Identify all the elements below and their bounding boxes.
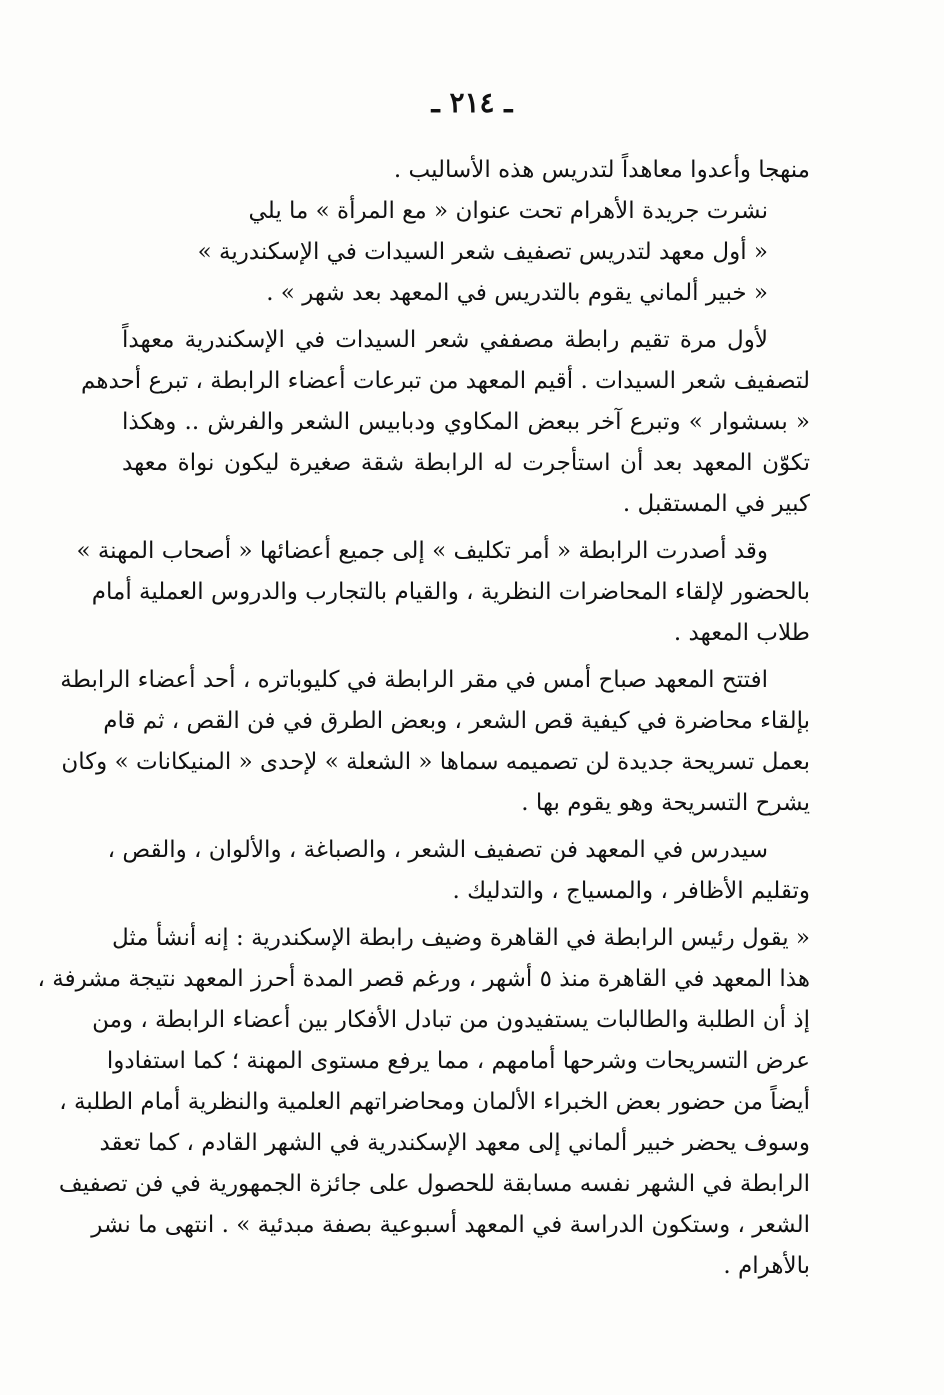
text-line: عرض التسريحات وشرحها أمامهم ، مما يرفع مستوى المهنة ؛ كما استفادوا [106,1048,810,1074]
text-line: افتتح المعهد صباح أمس في مقر الرابطة في كليوباتره ، أحد أعضاء الرابطة [60,667,768,693]
text-line: يشرح التسريحة وهو يقوم بها . [521,790,810,816]
text-line: « بسشوار » وتبرع آخر ببعض المكاوي ودبابيس الشعر والفرش .. وهكذا [122,409,810,435]
text-line: بإلقاء محاضرة في كيفية قص الشعر ، وبعض الطرق في فن القص ، ثم قام [103,708,810,734]
text-line: بالأهرام . [723,1253,810,1279]
text-line: نشرت جريدة الأهرام تحت عنوان « مع المرأة » ما يلي [248,198,768,224]
text-line: وسوف يحضر خبير ألماني إلى معهد الإسكندرية في الشهر القادم ، كما تعقد [99,1130,810,1156]
text-line: الشعر ، وستكون الدراسة في المعهد أسبوعية بصفة مبدئية » . انتهى ما نشر [91,1212,810,1238]
text-line: تكوّن المعهد بعد أن استأجرت له الرابطة شقة صغيرة ليكون نواة معهد [122,450,810,476]
page-body-text [37,150,810,1287]
text-line: لأول مرة تقيم رابطة مصففي شعر السيدات في الإسكندرية معهداً [122,327,768,353]
text-line: الرابطة في الشهر نفسه مسابقة للحصول على جائزة الجمهورية في فن تصفيف [58,1171,810,1197]
text-line: أيضاً من حضور بعض الخبراء الألمان ومحاضراتهم العلمية والنظرية أمام الطلبة ، [59,1089,810,1115]
text-line: بالحضور لإلقاء المحاضرات النظرية ، والقيام بالتجارب والدروس العملية أمام [91,579,810,605]
text-line: طلاب المعهد . [673,620,810,646]
text-line: « يقول رئيس الرابطة في القاهرة وضيف رابطة الإسكندرية : إنه أنشأ مثل [111,925,810,951]
page-number: ـ ٢١٤ ـ [431,86,513,119]
text-line: وقد أصدرت الرابطة « أمر تكليف » إلى جميع أعضائها « أصحاب المهنة » [76,538,768,564]
text-line: منهجا وأعدوا معاهداً لتدريس هذه الأساليب . [393,157,810,183]
text-line: كبير في المستقبل . [622,491,810,517]
text-line: لتصفيف شعر السيدات . أقيم المعهد من تبرعات أعضاء الرابطة ، تبرع أحدهم [81,368,810,394]
text-line: « خبير ألماني يقوم بالتدريس في المعهد بعد شهر » . [266,280,768,306]
text-line: هذا المعهد في القاهرة منذ ٥ أشهر ، ورغم قصر المدة أحرز المعهد نتيجة مشرفة ، [37,966,810,992]
text-line: إذ أن الطلبة والطالبات يستفيدون من تبادل الأفكار بين أعضاء الرابطة ، ومن [92,1007,810,1033]
text-line: وتقليم الأظافر ، والمسياج ، والتدليك . [452,878,810,904]
text-line: « أول معهد لتدريس تصفيف شعر السيدات في الإسكندرية » [197,239,768,265]
text-line: سيدرس في المعهد فن تصفيف الشعر ، والصباغة ، والألوان ، والقص ، [107,837,768,863]
text-line: بعمل تسريحة جديدة لن تصميمه سماها « الشعلة » لإحدى « المنيكانات » وكان [61,749,810,775]
